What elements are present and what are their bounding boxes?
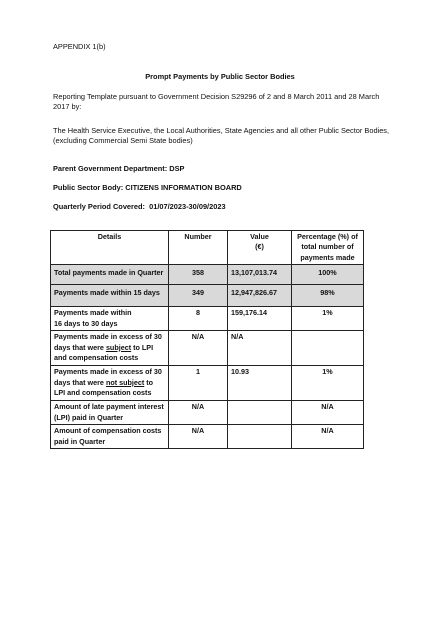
quarterly-period-value: 01/07/2023-30/09/2023 — [149, 202, 226, 211]
table-row — [51, 366, 364, 401]
row-details — [51, 366, 169, 401]
row-percentage: N/A — [292, 401, 364, 425]
row-details-underlined: subject — [105, 342, 132, 352]
row-value: 159,176.14 — [228, 307, 292, 331]
row-percentage: 100% — [292, 265, 364, 285]
row-value — [228, 401, 292, 425]
row-details: Total payments made in Quarter — [51, 265, 169, 285]
row-details-post: to LPI and compensation costs — [54, 377, 154, 398]
header-value-line2: (€) — [255, 242, 264, 252]
row-value: 12,947,826.67 — [228, 285, 292, 307]
row-percentage: 98% — [292, 285, 364, 307]
row-details-line1: Payments made within — [54, 308, 132, 318]
row-number: 1 — [169, 366, 228, 401]
table-row — [51, 307, 364, 331]
row-number: 349 — [169, 285, 228, 307]
row-number: 8 — [169, 307, 228, 331]
public-sector-body-line — [53, 183, 393, 193]
row-details-pre: Payments made in excess of 30 days that were — [54, 367, 162, 387]
public-sector-body-value: CITIZENS INFORMATION BOARD — [125, 183, 242, 192]
header-value — [228, 231, 292, 265]
row-details-underlined: not subject — [105, 377, 145, 387]
quarterly-period-label: Quarterly Period Covered: — [53, 202, 150, 211]
row-number: N/A — [169, 401, 228, 425]
document-title: Prompt Payments by Public Sector Bodies — [145, 72, 295, 81]
row-number: N/A — [169, 331, 228, 366]
table-row — [51, 401, 364, 425]
intro-paragraph: Reporting Template pursuant to Government Decision S29296 of 2 and 8 March 2011 and 28 March 2017 by: — [53, 92, 380, 111]
row-details-pre: Payments made in excess of 30 days that were — [54, 332, 162, 352]
row-percentage: 1% — [292, 307, 364, 331]
header-details: Details — [51, 231, 169, 265]
row-percentage — [292, 331, 364, 366]
row-value: 13,107,013.74 — [228, 265, 292, 285]
appendix-label: APPENDIX 1(b) — [53, 42, 106, 51]
header-value-line1: Value — [250, 232, 269, 241]
payments-table — [50, 230, 364, 449]
bodies-paragraph: The Health Service Executive, the Local Authorities, State Agencies and all other Public Sector Bodies, (excluding Commercial Semi State bodies) — [53, 126, 390, 145]
row-details-post: to LPI and compensation costs — [54, 342, 154, 363]
row-value — [228, 425, 292, 449]
row-value: 10.93 — [228, 366, 292, 401]
table-row — [51, 285, 364, 307]
row-details: Payments made within 15 days — [51, 285, 169, 307]
row-details: Amount of compensation costs paid in Quarter — [51, 425, 169, 449]
row-details: Amount of late payment interest (LPI) paid in Quarter — [51, 401, 169, 425]
header-percentage: Percentage (%) of total number of payments made — [292, 231, 364, 265]
row-value: N/A — [228, 331, 292, 366]
parent-department-label: Parent Government Department: — [53, 164, 170, 173]
row-percentage: N/A — [292, 425, 364, 449]
table-row — [51, 425, 364, 449]
row-percentage: 1% — [292, 366, 364, 401]
table-header-row — [51, 231, 364, 265]
parent-department-value: DSP — [169, 164, 185, 173]
header-number: Number — [169, 231, 228, 265]
table-row — [51, 265, 364, 285]
row-number: N/A — [169, 425, 228, 449]
quarterly-period-line — [53, 202, 393, 212]
table-row — [51, 331, 364, 366]
row-number: 358 — [169, 265, 228, 285]
row-details — [51, 331, 169, 366]
parent-department-line — [53, 164, 393, 174]
public-sector-body-label: Public Sector Body: — [53, 183, 126, 192]
row-details — [51, 307, 169, 331]
row-details-line2: 16 days to 30 days — [54, 318, 118, 328]
